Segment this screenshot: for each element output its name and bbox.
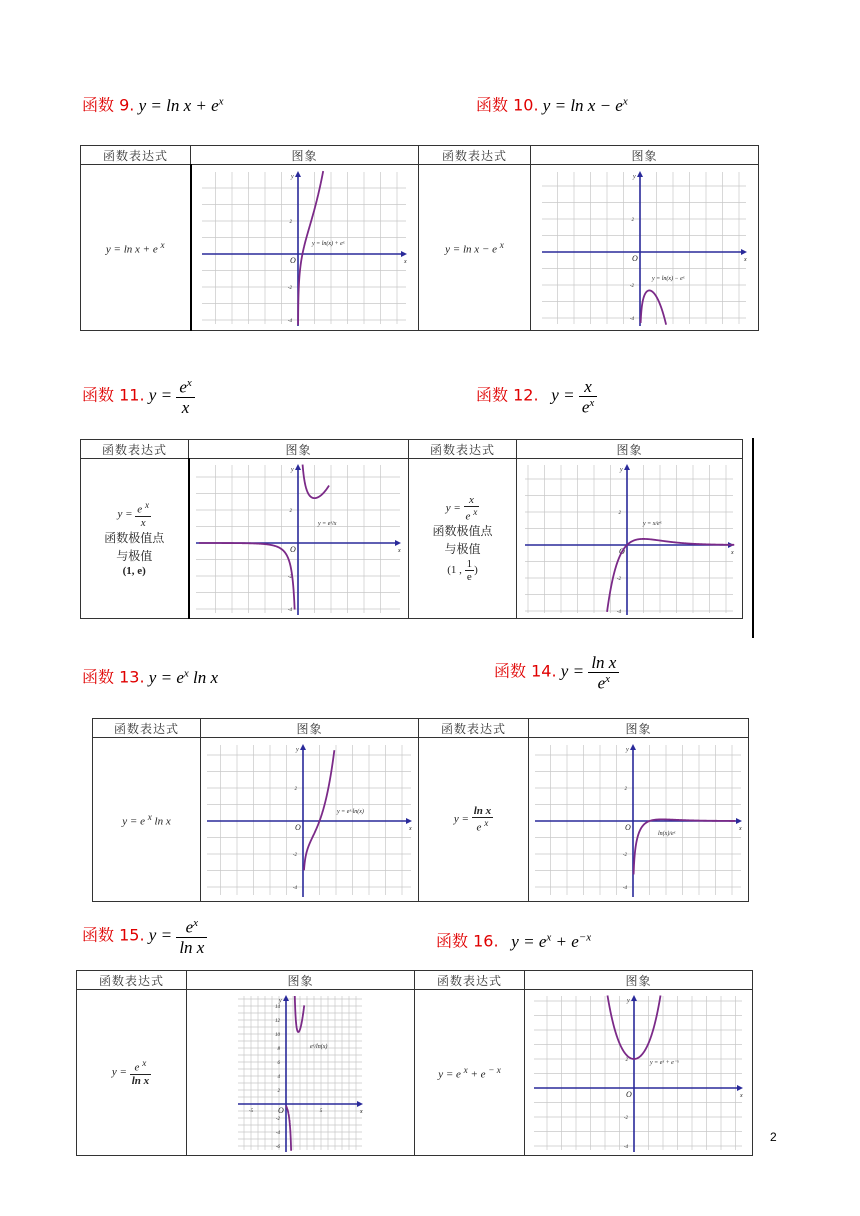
plot-f9 — [200, 168, 410, 328]
y-tick-label: 8 — [277, 1046, 280, 1052]
y-tick-label: 2 — [289, 508, 292, 514]
header-expr: 函数表达式 — [77, 971, 187, 990]
header-graph: 图象 — [187, 971, 415, 990]
graph-cell — [531, 165, 759, 331]
heading-label: 函数 11. — [82, 385, 145, 405]
x-axis-label: x — [359, 1108, 363, 1115]
page-number: 2 — [770, 1130, 777, 1144]
x-axis-label: x — [730, 549, 734, 556]
y-tick-label: 6 — [277, 1060, 280, 1066]
x-tick-label: -5 — [248, 1108, 253, 1114]
y-tick-label: 4 — [277, 1074, 280, 1080]
y-tick-label: -4 — [629, 316, 634, 322]
graph-cell — [517, 459, 743, 619]
function-curve — [607, 538, 734, 611]
y-tick-label: -2 — [292, 852, 297, 858]
y-tick-label: 12 — [274, 1018, 280, 1024]
heading-label: 函数 14. — [494, 661, 557, 681]
y-tick-label: 2 — [631, 217, 634, 223]
grid — [542, 172, 746, 324]
heading-f10: 函数 10. $y = \ln x - e^x$ — [476, 95, 628, 115]
y-tick-label: 2 — [618, 510, 621, 516]
header-expr: 函数表达式 — [93, 719, 201, 738]
header-graph: 图象 — [531, 146, 759, 165]
curve-label: y = eˣ/x — [317, 520, 337, 527]
x-axis-label: x — [397, 547, 401, 554]
y-axis-label: y — [290, 466, 294, 473]
x-axis-arrow — [401, 251, 407, 257]
x-axis-arrow — [736, 818, 742, 824]
x-axis-arrow — [737, 1085, 743, 1091]
function-curve — [302, 464, 328, 498]
function-curve — [286, 1105, 291, 1150]
expression-cell: y = $\frac{e ^x}{x}$ 函数极值点 与极值 (1, e) — [81, 459, 189, 619]
graph-cell — [191, 165, 419, 331]
y-tick-label: -2 — [629, 283, 634, 289]
y-axis-label: y — [625, 746, 629, 753]
x-axis-label: x — [403, 258, 407, 265]
grid — [525, 465, 733, 613]
curve-label: y = ln(x) − eˣ — [651, 275, 684, 282]
y-tick-label: 2 — [277, 1088, 280, 1094]
y-tick-label: 10 — [274, 1032, 280, 1038]
curve-label: y = eˣ + e⁻ˣ — [649, 1059, 679, 1066]
y-axis-arrow — [295, 464, 301, 470]
x-axis-arrow — [395, 540, 401, 546]
graph-cell — [525, 990, 753, 1156]
y-tick-label: -4 — [287, 318, 292, 324]
x-axis-label: x — [408, 825, 412, 832]
y-tick-label: -2 — [275, 1116, 280, 1122]
heading-f12: 函数 12. y = $\frac{x}{e^x}$ — [476, 378, 597, 416]
header-expr: 函数表达式 — [419, 719, 529, 738]
function-table-1 — [80, 145, 759, 331]
grid — [207, 745, 411, 895]
header-expr: 函数表达式 — [415, 971, 525, 990]
function-table-4 — [76, 970, 753, 1156]
origin-label: O — [294, 822, 301, 832]
heading-label: 函数 15. — [82, 925, 145, 945]
extremum-label-1: 函数极值点 — [104, 530, 165, 545]
expression-cell: y = ln x − e $^x$ — [419, 165, 531, 331]
heading-f13: 函数 13. $y = e^x$ ln x — [82, 667, 219, 687]
origin-label: O — [289, 544, 296, 554]
plot-f11 — [194, 461, 404, 617]
origin-label: O — [624, 822, 631, 832]
function-curve — [633, 819, 735, 874]
origin-label: O — [289, 255, 296, 265]
expression-cell: y = e $^x$ + e $^{- x}$ — [415, 990, 525, 1156]
y-tick-label: 2 — [294, 786, 297, 792]
x-axis-label: x — [743, 256, 747, 263]
y-tick-label: 2 — [624, 786, 627, 792]
header-expr: 函数表达式 — [419, 146, 531, 165]
y-tick-label: 14 — [274, 1004, 280, 1010]
expression-cell: y = e $^x$ ln x — [93, 738, 201, 902]
heading-label: 函数 10. — [476, 95, 539, 115]
y-axis-label: y — [290, 173, 294, 180]
function-curve — [640, 290, 665, 324]
header-graph: 图象 — [189, 440, 409, 459]
y-axis-arrow — [283, 995, 289, 1001]
y-axis-arrow — [624, 464, 630, 470]
curve-label: y = ln(x) + eˣ — [311, 240, 345, 247]
x-axis-label: x — [739, 1092, 743, 1099]
y-tick-label: -2 — [623, 1115, 628, 1121]
y-axis-arrow — [300, 744, 306, 750]
y-tick-label: 2 — [625, 1057, 628, 1063]
plot-f13 — [205, 741, 415, 899]
y-tick-label: -4 — [623, 1144, 628, 1150]
curve-label: y = eˣ·ln(x) — [336, 808, 364, 815]
plot-f15 — [236, 992, 366, 1154]
graph-cell — [189, 459, 409, 619]
plot-f10 — [540, 168, 750, 328]
x-axis-label: x — [738, 825, 742, 832]
origin-label: O — [277, 1105, 284, 1115]
grid — [534, 996, 742, 1150]
plot-f14 — [533, 741, 745, 899]
y-axis-arrow — [637, 171, 643, 177]
y-tick-label: -4 — [287, 607, 292, 613]
expression-cell: y = $\frac{\text{ln x}}{e ^x}$ — [419, 738, 529, 902]
grid — [238, 996, 362, 1150]
heading-f11: 函数 11. y = $\frac{e^x}{x}$ — [82, 378, 195, 416]
margin-rule — [752, 438, 754, 638]
y-axis-label: y — [295, 746, 299, 753]
expression-cell: y = ln x + e $^x$ — [81, 165, 191, 331]
y-tick-label: -2 — [616, 576, 621, 582]
header-graph: 图象 — [529, 719, 749, 738]
graph-cell — [187, 990, 415, 1156]
heading-label: 函数 12. — [476, 385, 539, 405]
extremum-value: (1, e) — [122, 564, 146, 577]
y-tick-label: -6 — [275, 1144, 280, 1150]
graph-cell — [201, 738, 419, 902]
origin-label: O — [631, 253, 638, 263]
origin-label: O — [625, 1089, 632, 1099]
expression-cell: y = $\frac{e ^x}{\text{ln x}}$ — [77, 990, 187, 1156]
y-axis-arrow — [630, 744, 636, 750]
heading-f15: 函数 15. y = $\frac{e^x}{\text{ln x}}$ — [82, 918, 207, 956]
y-axis-label: y — [632, 173, 636, 180]
y-tick-label: -4 — [616, 609, 621, 615]
y-tick-label: 2 — [289, 219, 292, 225]
header-expr: 函数表达式 — [81, 440, 189, 459]
y-tick-label: -2 — [287, 285, 292, 291]
header-expr: 函数表达式 — [81, 146, 191, 165]
y-tick-label: -2 — [622, 852, 627, 858]
heading-f16: 函数 16. $y = e^x + e^{-x}$ — [436, 931, 592, 951]
extremum-label-1: 函数极值点 — [432, 524, 493, 539]
y-axis-label: y — [619, 466, 623, 473]
function-table-2 — [80, 439, 743, 619]
origin-label: O — [618, 546, 625, 556]
header-expr: 函数表达式 — [409, 440, 517, 459]
y-axis-arrow — [631, 995, 637, 1001]
header-graph: 图象 — [525, 971, 753, 990]
curve-label: eˣ/ln(x) — [309, 1043, 327, 1050]
plot-f16 — [532, 992, 746, 1154]
header-graph: 图象 — [191, 146, 419, 165]
curve-label: ln(x)/eˣ — [657, 830, 675, 837]
extremum-label-2: 与极值 — [116, 548, 153, 563]
heading-label: 函数 9. — [82, 95, 135, 115]
function-curve — [298, 171, 323, 325]
function-table-3 — [92, 718, 749, 902]
curve-label: y = x/eˣ — [642, 520, 661, 527]
header-graph: 图象 — [201, 719, 419, 738]
y-axis-label: y — [278, 997, 282, 1004]
heading-f9: 函数 9. $y = \ln x + e^x$ — [82, 95, 224, 115]
header-graph: 图象 — [517, 440, 743, 459]
heading-f14: 函数 14. y = $\frac{\text{ln x}}{e^x}$ — [494, 654, 619, 692]
graph-cell — [529, 738, 749, 902]
y-tick-label: -4 — [292, 885, 297, 891]
heading-label: 函数 16. — [436, 931, 499, 951]
x-axis-arrow — [357, 1101, 363, 1107]
function-curve — [294, 996, 303, 1032]
extremum-label-2: 与极值 — [444, 542, 481, 557]
y-axis-label: y — [626, 997, 630, 1004]
x-axis-arrow — [406, 818, 412, 824]
y-axis-arrow — [295, 171, 301, 177]
plot-f12 — [523, 461, 737, 617]
y-tick-label: -4 — [622, 885, 627, 891]
x-tick-label: 5 — [319, 1108, 322, 1114]
x-axis-arrow — [741, 249, 747, 255]
heading-label: 函数 13. — [82, 667, 145, 687]
y-tick-label: -4 — [275, 1130, 280, 1136]
expression-cell: y = $\frac{x}{e ^x}$ 函数极值点 与极值 (1 , $\frac{1}{e}$ ) — [409, 459, 517, 619]
y-tick-label: -2 — [287, 574, 292, 580]
